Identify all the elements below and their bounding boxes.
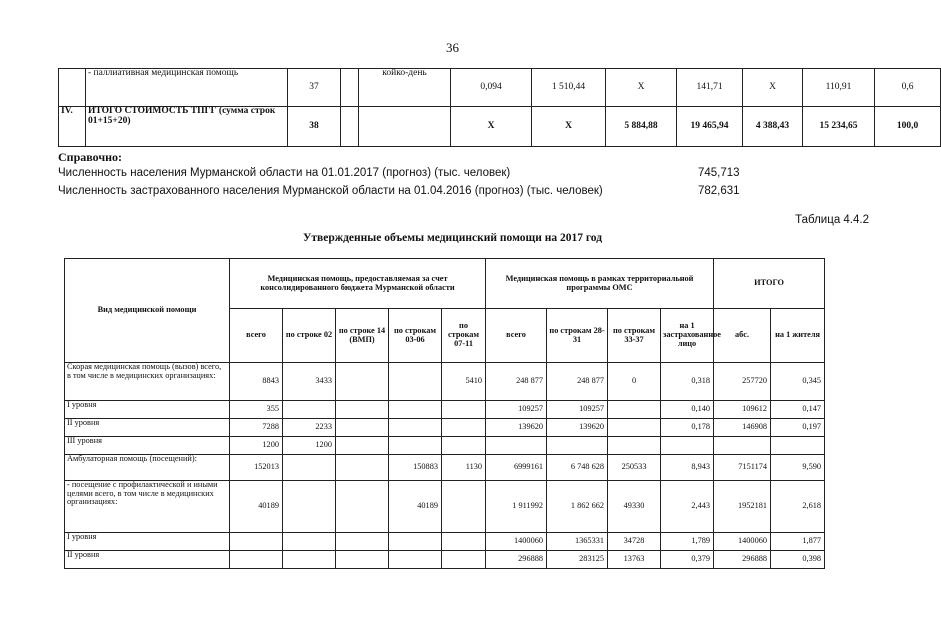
value-cell: 139620 xyxy=(486,419,547,437)
value-cell xyxy=(608,419,661,437)
value-cell xyxy=(608,437,661,455)
value-cell xyxy=(389,551,442,569)
value-cell xyxy=(714,437,771,455)
value-cell xyxy=(442,551,486,569)
value-cell: 19 465,94 xyxy=(677,107,743,147)
value-cell xyxy=(283,401,336,419)
value-cell: 40189 xyxy=(230,481,283,533)
table-row xyxy=(65,455,825,481)
value-cell xyxy=(442,419,486,437)
row-name: II уровня xyxy=(65,551,230,569)
table-row xyxy=(65,363,825,401)
row-name: - паллиативная медицинская помощь xyxy=(86,69,288,107)
table-row xyxy=(65,437,825,455)
row-name: ИТОГО СТОИМОСТЬ ТПГГ (сумма строк 01+15+20) xyxy=(86,107,288,147)
reference-heading: Справочно: xyxy=(58,150,123,164)
value-cell: 9,590 xyxy=(771,455,825,481)
value-cell: 1400060 xyxy=(714,533,771,551)
value-cell: 49330 xyxy=(608,481,661,533)
value-cell: 1952181 xyxy=(714,481,771,533)
header-oms-lines-28-31: по строкам 28-31 xyxy=(547,309,608,363)
table-row xyxy=(65,533,825,551)
value-cell xyxy=(283,533,336,551)
reference-line-insured: Численность застрахованного населения Мурманской области на 01.04.2016 (прогноз) (тыс. человек) xyxy=(58,185,603,197)
value-cell: 296888 xyxy=(714,551,771,569)
value-cell xyxy=(442,401,486,419)
row-name: I уровня xyxy=(65,533,230,551)
value-cell: 109257 xyxy=(486,401,547,419)
value-cell: 0,094 xyxy=(451,69,532,107)
value-cell: 1 911992 xyxy=(486,481,547,533)
value-cell: 2,618 xyxy=(771,481,825,533)
value-cell: 257720 xyxy=(714,363,771,401)
row-line-number: 37 xyxy=(288,69,341,107)
value-cell xyxy=(336,363,389,401)
page-number: 36 xyxy=(446,40,459,55)
value-cell: X xyxy=(532,107,606,147)
value-cell xyxy=(442,533,486,551)
value-cell xyxy=(230,533,283,551)
value-cell xyxy=(336,533,389,551)
header-budget-total: всего xyxy=(230,309,283,363)
value-cell xyxy=(336,455,389,481)
value-cell: 1400060 xyxy=(486,533,547,551)
empty-cell xyxy=(341,69,359,107)
value-cell: 4 388,43 xyxy=(743,107,803,147)
value-cell xyxy=(389,401,442,419)
row-name: III уровня xyxy=(65,437,230,455)
value-cell: 13763 xyxy=(608,551,661,569)
value-cell: 141,71 xyxy=(677,69,743,107)
value-cell xyxy=(283,455,336,481)
value-cell xyxy=(608,401,661,419)
row-unit: койко-день xyxy=(359,69,451,107)
row-number xyxy=(59,69,86,107)
value-cell xyxy=(389,363,442,401)
value-cell xyxy=(661,437,714,455)
value-cell: 8,943 xyxy=(661,455,714,481)
value-cell xyxy=(283,551,336,569)
value-cell: 8843 xyxy=(230,363,283,401)
value-cell: 100,0 xyxy=(875,107,941,147)
value-cell: 2,443 xyxy=(661,481,714,533)
value-cell: 250533 xyxy=(608,455,661,481)
value-cell xyxy=(442,481,486,533)
value-cell: 0,398 xyxy=(771,551,825,569)
empty-cell xyxy=(341,107,359,147)
value-cell: 0,379 xyxy=(661,551,714,569)
table-row xyxy=(65,551,825,569)
value-cell: 5410 xyxy=(442,363,486,401)
reference-line-population: Численность населения Мурманской области на 01.01.2017 (прогноз) (тыс. человек) xyxy=(58,167,511,179)
value-cell xyxy=(336,419,389,437)
table-row xyxy=(59,69,941,107)
value-cell: 1200 xyxy=(230,437,283,455)
cost-summary-table xyxy=(58,68,941,147)
medical-volumes-table xyxy=(64,258,825,569)
value-cell: 34728 xyxy=(608,533,661,551)
value-cell: 7151174 xyxy=(714,455,771,481)
value-cell: 139620 xyxy=(547,419,608,437)
value-cell xyxy=(486,437,547,455)
table-row xyxy=(65,401,825,419)
value-cell xyxy=(230,551,283,569)
value-cell: 1365331 xyxy=(547,533,608,551)
row-number: IV. xyxy=(59,107,86,147)
value-cell xyxy=(389,437,442,455)
value-cell: 15 234,65 xyxy=(803,107,875,147)
row-unit xyxy=(359,107,451,147)
value-cell: 283125 xyxy=(547,551,608,569)
value-cell: 6999161 xyxy=(486,455,547,481)
value-cell: 0,318 xyxy=(661,363,714,401)
value-cell: X xyxy=(606,69,677,107)
value-cell xyxy=(336,437,389,455)
header-group-budget: Медицинская помощь, предоставляемая за счет консолидированного бюджета Мурманской области xyxy=(230,259,486,309)
value-cell: 355 xyxy=(230,401,283,419)
value-cell xyxy=(283,481,336,533)
value-cell: 1 862 662 xyxy=(547,481,608,533)
row-name: Амбулаторная помощь (посещений): xyxy=(65,455,230,481)
value-cell: 2233 xyxy=(283,419,336,437)
value-cell: 0,345 xyxy=(771,363,825,401)
value-cell: 296888 xyxy=(486,551,547,569)
value-cell: 3433 xyxy=(283,363,336,401)
header-total-per-resident: на 1 жителя xyxy=(771,309,825,363)
value-cell: 7288 xyxy=(230,419,283,437)
row-name: Скорая медицинская помощь (вызов) всего, в том числе в медицинских организациях: xyxy=(65,363,230,401)
value-cell xyxy=(389,533,442,551)
value-cell: 248 877 xyxy=(547,363,608,401)
value-cell: 150883 xyxy=(389,455,442,481)
value-cell: 248 877 xyxy=(486,363,547,401)
value-cell: 146908 xyxy=(714,419,771,437)
value-cell: 0,6 xyxy=(875,69,941,107)
value-cell: 109257 xyxy=(547,401,608,419)
row-line-number: 38 xyxy=(288,107,341,147)
table-row xyxy=(65,481,825,533)
table-row-total xyxy=(59,107,941,147)
value-cell: 5 884,88 xyxy=(606,107,677,147)
value-cell: 152013 xyxy=(230,455,283,481)
value-cell: 109612 xyxy=(714,401,771,419)
value-cell xyxy=(771,437,825,455)
value-cell xyxy=(442,437,486,455)
reference-value-population: 745,713 xyxy=(698,167,740,179)
value-cell: 0,147 xyxy=(771,401,825,419)
value-cell: 6 748 628 xyxy=(547,455,608,481)
value-cell: X xyxy=(743,69,803,107)
value-cell: 40189 xyxy=(389,481,442,533)
value-cell xyxy=(389,419,442,437)
value-cell xyxy=(336,551,389,569)
table-title: Утвержденные объемы медицинский помощи на 2017 год xyxy=(302,232,603,244)
header-budget-lines-07-11: по строкам 07-11 xyxy=(442,309,486,363)
value-cell: 1,877 xyxy=(771,533,825,551)
table-row xyxy=(65,419,825,437)
value-cell: 0,140 xyxy=(661,401,714,419)
header-budget-line-02: по строке 02 xyxy=(283,309,336,363)
reference-value-insured: 782,631 xyxy=(698,185,740,197)
value-cell: 1130 xyxy=(442,455,486,481)
header-oms-lines-33-37: по строкам 33-37 xyxy=(608,309,661,363)
value-cell: 1,789 xyxy=(661,533,714,551)
header-row-groups xyxy=(65,259,825,309)
row-name: - посещение с профилактической и иными целями всего, в том числе в медицинских организациях: xyxy=(65,481,230,533)
value-cell xyxy=(336,481,389,533)
header-group-oms: Медицинская помощь в рамках территориальной программы ОМС xyxy=(486,259,714,309)
row-name: II уровня xyxy=(65,419,230,437)
value-cell xyxy=(336,401,389,419)
header-oms-total: всего xyxy=(486,309,547,363)
header-total-abs: абс. xyxy=(714,309,771,363)
header-budget-lines-03-06: по строкам 03-06 xyxy=(389,309,442,363)
table-label: Таблица 4.4.2 xyxy=(795,214,869,226)
value-cell: X xyxy=(451,107,532,147)
value-cell: 110,91 xyxy=(803,69,875,107)
header-group-total: ИТОГО xyxy=(714,259,825,309)
header-budget-line-14: по строке 14 (ВМП) xyxy=(336,309,389,363)
value-cell: 0 xyxy=(608,363,661,401)
header-oms-per-insured: на 1 застрахованное лицо xyxy=(661,309,714,363)
value-cell: 1 510,44 xyxy=(532,69,606,107)
row-name: I уровня xyxy=(65,401,230,419)
value-cell xyxy=(547,437,608,455)
value-cell: 1200 xyxy=(283,437,336,455)
header-kind: Вид медицинской помощи xyxy=(65,259,230,363)
value-cell: 0,178 xyxy=(661,419,714,437)
value-cell: 0,197 xyxy=(771,419,825,437)
